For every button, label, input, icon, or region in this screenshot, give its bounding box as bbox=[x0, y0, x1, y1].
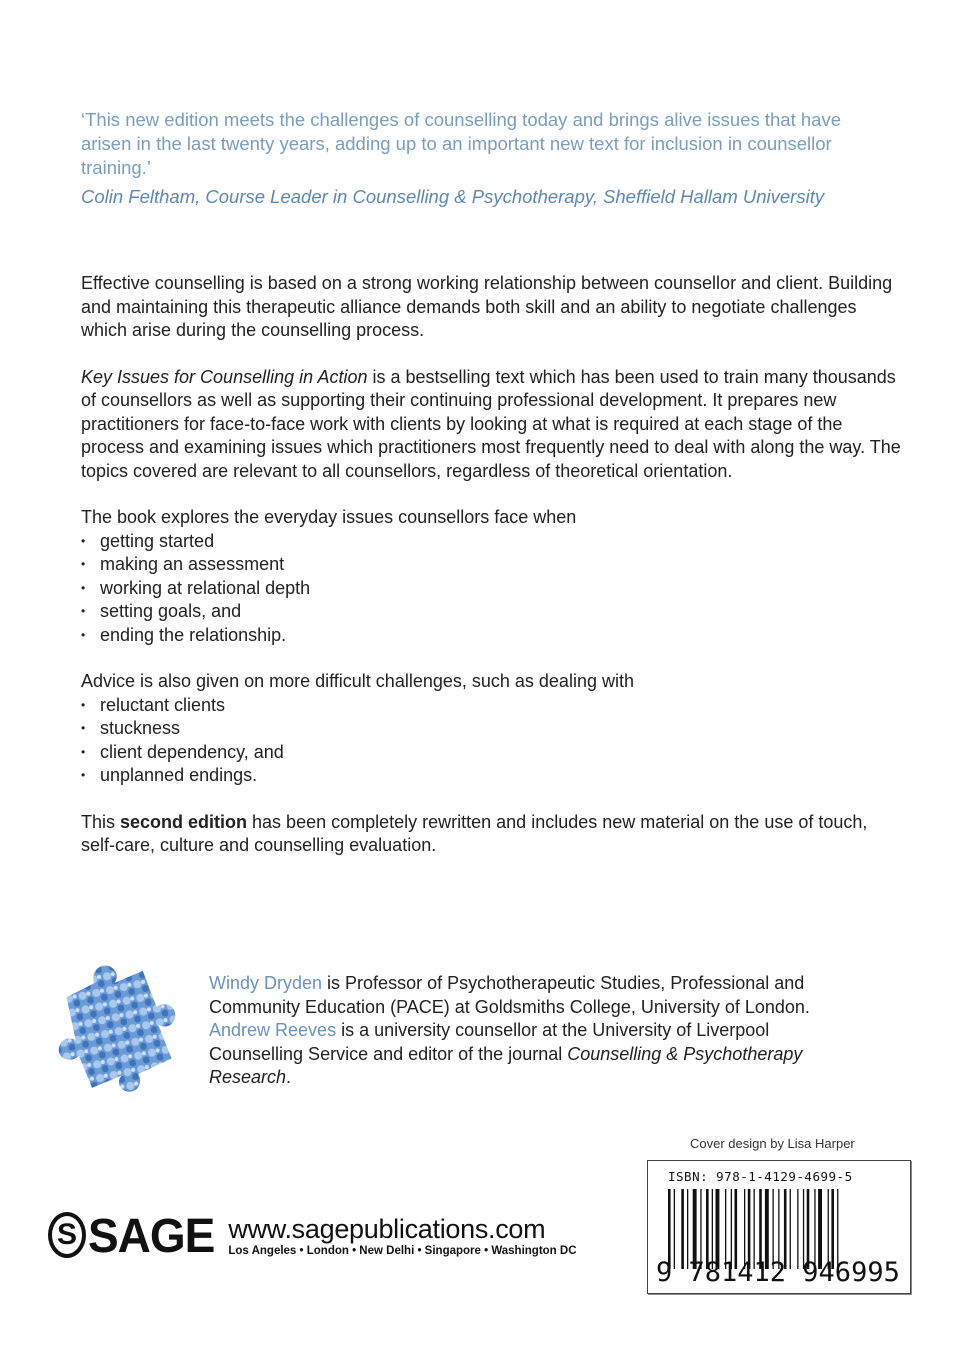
sage-wordmark: SAGE bbox=[88, 1207, 215, 1263]
list-item: • ending the relationship. bbox=[81, 624, 901, 648]
list-item: • setting goals, and bbox=[81, 600, 901, 624]
description-paragraph-1: Effective counselling is based on a strong working relationship between counsellor and client. Building and maintaining this therapeutic alliance demands both skill and an ability to negotiate challenges which arise during the counselling process. bbox=[81, 273, 893, 340]
list-item: • client dependency, and bbox=[81, 741, 901, 765]
cover-credit: Cover design by Lisa Harper bbox=[690, 1136, 855, 1151]
isbn-label: ISBN: 978-1-4129-4699-5 bbox=[668, 1169, 853, 1184]
challenges-list bbox=[81, 694, 901, 788]
list1-intro: The book explores the everyday issues counsellors face when bbox=[81, 507, 577, 527]
description-paragraph-2: Key Issues for Counselling in Action is a bestselling text which has been used to train many thousands of counsellors as well as supporting their continuing professional development. It prepares new practitioners for face-to-face work with clients by looking at what is required at each stage of the process and examining issues which practitioners most frequently need to deal with along the way. The topics covered are relevant to all counsellors, regardless of theoretical orientation. bbox=[81, 366, 901, 481]
sage-logo-icon: S bbox=[48, 1212, 86, 1258]
list-item: • unplanned endings. bbox=[81, 764, 901, 788]
sage-logo bbox=[48, 1208, 214, 1262]
list-item: • stuckness bbox=[81, 717, 901, 741]
book-description bbox=[81, 272, 901, 881]
publisher-url: www.sagepublications.com bbox=[228, 1213, 546, 1244]
endorsement-quote: ‘This new edition meets the challenges of counselling today and brings alive issues that have arisen in the last twenty years, adding up to an important new text for inclusion in counsellor training.’ bbox=[81, 109, 841, 178]
isbn-barcode bbox=[647, 1160, 911, 1294]
puzzle-piece-icon bbox=[44, 958, 184, 1098]
book-title: Key Issues for Counselling in Action bbox=[81, 366, 368, 387]
list2-intro: Advice is also given on more difficult challenges, such as dealing with bbox=[81, 671, 634, 691]
list-item: • getting started bbox=[81, 530, 901, 554]
author-bios: Windy Dryden is Professor of Psychotherapeutic Studies, Professional and Community Education (PACE) at Goldsmiths College, University of London. Andrew Reeves is a university counsellor at the University of Liverpool Counselling Service and editor of the journal Counselling & Psychotherapy Research. bbox=[209, 973, 810, 1087]
publisher-block bbox=[48, 1208, 577, 1262]
endorsement-attribution: Colin Feltham, Course Leader in Counselling & Psychotherapy, Sheffield Hallam University bbox=[81, 186, 825, 207]
author-name: Andrew Reeves bbox=[209, 1020, 337, 1040]
everyday-issues-list bbox=[81, 530, 901, 648]
list-item: • making an assessment bbox=[81, 553, 901, 577]
publisher-cities: Los Angeles • London • New Delhi • Singapore • Washington DC bbox=[228, 1244, 577, 1257]
author-name: Windy Dryden bbox=[209, 973, 323, 993]
barcode-digits: 9 781412 946995 bbox=[656, 1257, 900, 1288]
description-paragraph-3: This second edition has been completely rewritten and includes new material on the use of touch, self-care, culture and counselling evaluation. bbox=[81, 811, 868, 855]
list-item: • reluctant clients bbox=[81, 694, 901, 718]
journal-title: Counselling & Psychotherapy Research bbox=[209, 1043, 803, 1087]
edition-highlight: second edition bbox=[120, 811, 248, 832]
list-item: • working at relational depth bbox=[81, 577, 901, 601]
